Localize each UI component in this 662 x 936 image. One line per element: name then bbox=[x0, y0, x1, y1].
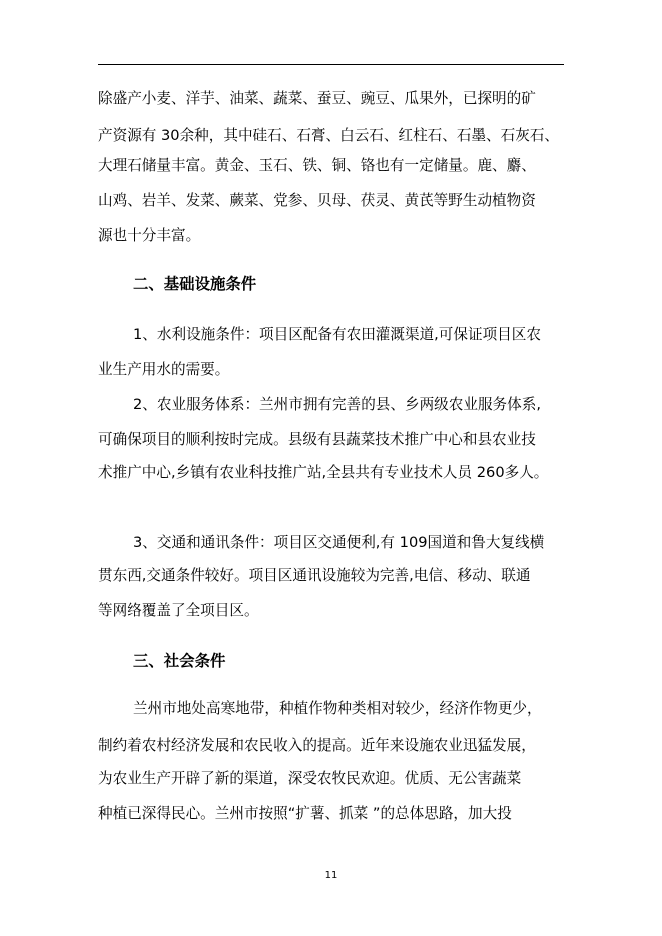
text-line: 山鸡、岩羊、发菜、蕨菜、党参、贝母、茯灵、黄芪等野生动植物资 bbox=[98, 192, 536, 209]
text-line: 大理石储量丰富。黄金、玉石、铁、铜、铬也有一定储量。鹿、麝、 bbox=[98, 157, 536, 174]
text-line: 种植已深得民心。兰州市按照“扩薯、抓菜 ”的总体思路，加大投 bbox=[98, 805, 512, 822]
text-line: 术推广中心,乡镇有农业科技推广站,全县共有专业技术人员 260多人。 bbox=[98, 464, 549, 481]
text-line: 1、水利设施条件：项目区配备有农田灌溉渠道,可保证项目区农 bbox=[133, 326, 541, 343]
text-line: 产资源有 30余种，其中硅石、石膏、白云石、红柱石、石墨、石灰石、 bbox=[98, 127, 560, 144]
text-line: 业生产用水的需要。 bbox=[98, 361, 230, 378]
text-line: 除盛产小麦、洋芋、油菜、蔬菜、蚕豆、豌豆、瓜果外，已探明的矿 bbox=[98, 90, 536, 107]
header-rule bbox=[98, 64, 564, 65]
text-line: 贯东西,交通条件较好。项目区通讯设施较为完善,电信、移动、联通 bbox=[98, 567, 531, 584]
page-number: 11 bbox=[324, 870, 338, 881]
section-heading-social: 三、社会条件 bbox=[133, 652, 226, 670]
text-line: 等网络覆盖了全项目区。 bbox=[98, 602, 259, 619]
text-line: 源也十分丰富。 bbox=[98, 227, 201, 244]
text-line: 3、交通和通讯条件：项目区交通便利,有 109国道和鲁大复线横 bbox=[133, 534, 545, 551]
text-line: 2、农业服务体系：兰州市拥有完善的县、乡两级农业服务体系, bbox=[133, 396, 541, 413]
section-heading-infrastructure: 二、基础设施条件 bbox=[133, 275, 257, 293]
text-line: 可确保项目的顺利按时完成。县级有县蔬菜技术推广中心和县农业技 bbox=[98, 431, 536, 448]
text-line: 为农业生产开辟了新的渠道，深受农牧民欢迎。优质、无公害蔬菜 bbox=[98, 770, 522, 787]
text-line: 兰州市地处高寒地带，种植作物种类相对较少，经济作物更少， bbox=[133, 700, 542, 717]
text-line: 制约着农村经济发展和农民收入的提高。近年来设施农业迅猛发展， bbox=[98, 737, 536, 754]
